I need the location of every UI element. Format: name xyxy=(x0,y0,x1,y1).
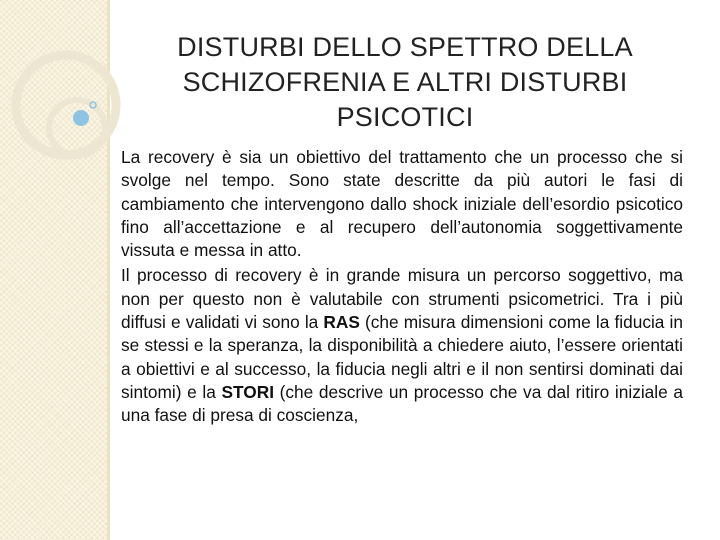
term-ras: RAS xyxy=(323,312,360,333)
slide-title: DISTURBI DELLO SPETTRO DELLA SCHIZOFRENIA E ALTRI DISTURBI PSICOTICI xyxy=(177,32,633,132)
paragraph-text: (che descrive un processo che va dal ritiro iniziale a una fase di presa di coscienza, xyxy=(121,381,683,426)
paragraph-text: (che misura dimensioni come la fiducia in se stessi e la speranza, la disponibilità a chiedere aiuto, l’essere orientati a obiettivi e al successo, la fiducia negli altri e il non sentirsi dominati dai sintomi) e la xyxy=(121,312,683,402)
term-stori: STORI xyxy=(221,381,274,402)
small-ring xyxy=(49,100,105,156)
paragraph-text: Il processo di recovery è in grande misura un percorso soggettivo, ma non per questo non è valutabile con strumenti psicometrici. Tra i più diffusi e validati vi sono la xyxy=(121,265,683,333)
paragraph-recovery-assessment xyxy=(121,264,683,427)
slide-body xyxy=(121,146,683,428)
paragraph-recovery-definition: La recovery è sia un obiettivo del trattamento che un processo che si svolge nel tempo. Sono state descritte da più autori le fasi di cambiamento che intervengono dallo shock iniziale dell’esordio psicotico fino all’accettazione e al recupero dell’autonomia soggettivamente vissuta e messa in atto. xyxy=(121,147,683,261)
decorative-rings xyxy=(0,0,140,260)
blue-dot-large xyxy=(73,110,89,126)
